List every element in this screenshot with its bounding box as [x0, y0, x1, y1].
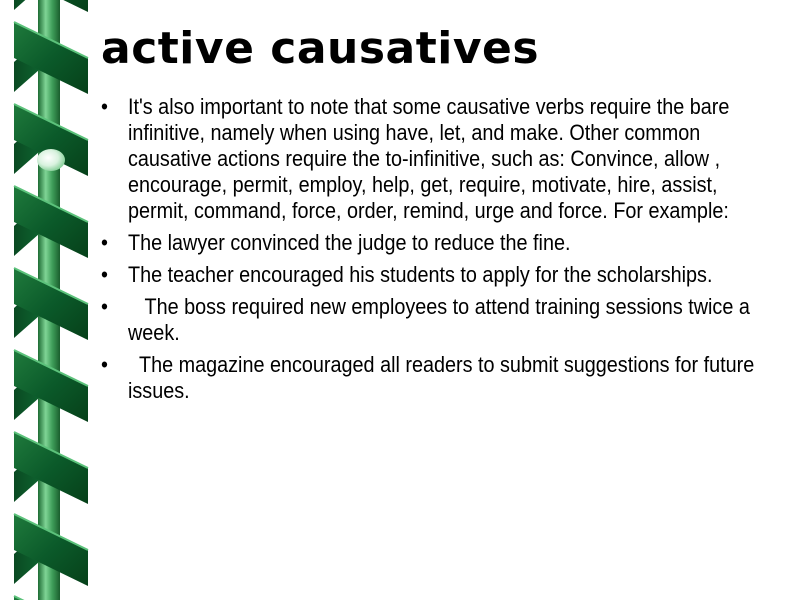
bullet-text: The boss required new employees to attend training sessions twice a week.: [128, 294, 756, 345]
bullet-text: The lawyer convinced the judge to reduce the fine.: [128, 230, 571, 255]
bullet-marker: •: [101, 230, 108, 255]
bullet-text: The magazine encouraged all readers to submit suggestions for future issues.: [128, 352, 760, 403]
bullet-list: [101, 94, 761, 410]
bullet-item-5: [101, 352, 767, 404]
bullet-item-2: [101, 230, 767, 256]
bullet-marker: •: [101, 294, 108, 319]
bullet-text: The teacher encouraged his students to apply for the scholarships.: [128, 262, 713, 287]
ribbon-knob: [37, 149, 65, 171]
bullet-text: It's also important to note that some causative verbs require the bare infinitive, namely when using have, let, and make. Other common causative actions require the to-infinitive, such as: Convince, allow , encourage, permit, employ, help, get, require, motivate, hire, assist, permit, command, force, order, remind, urge and force. For example:: [128, 94, 735, 223]
bullet-item-3: [101, 262, 767, 288]
slide-title: active causatives: [101, 23, 540, 74]
decorative-ribbon-border: [0, 0, 95, 600]
bullet-marker: •: [101, 262, 108, 287]
bullet-item-4: [101, 294, 767, 346]
bullet-item-1: [101, 94, 767, 224]
bullet-marker: •: [101, 352, 108, 377]
bullet-marker: •: [101, 94, 108, 119]
